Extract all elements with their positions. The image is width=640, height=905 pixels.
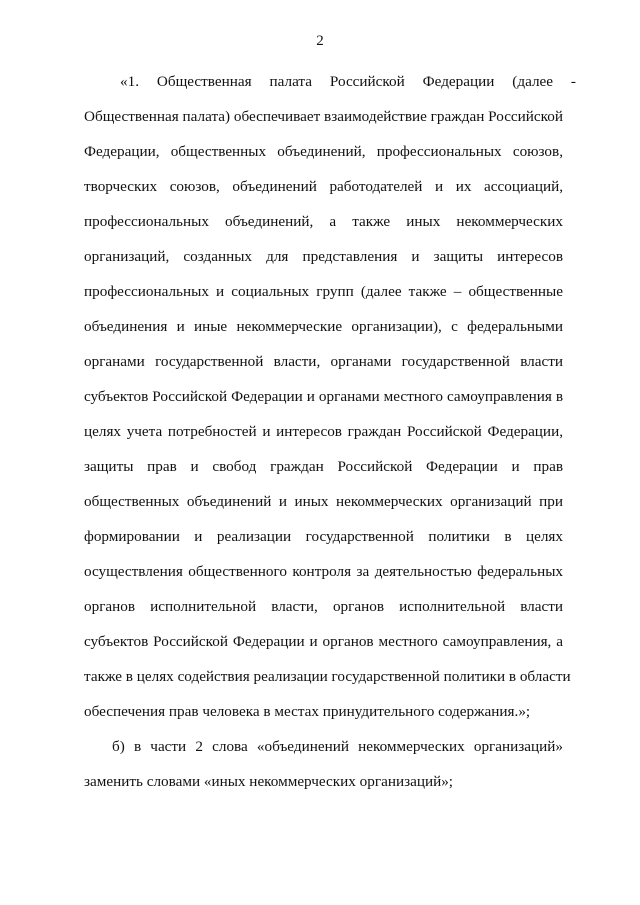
- text-line: б) в части 2 слова «объединений некоммерческих организаций»: [112, 738, 563, 755]
- text-line: заменить словами «иных некоммерческих организаций»;: [84, 773, 454, 790]
- text-line: творческих союзов, объединений работодателей и их ассоциаций,: [84, 178, 563, 195]
- text-line: обеспечения прав человека в местах принудительного содержания.»;: [84, 703, 531, 720]
- text-line: общественных объединений и иных некоммерческих организаций при: [84, 493, 563, 510]
- text-line: также в целях содействия реализации государственной политики в области: [84, 668, 571, 685]
- text-line: осуществления общественного контроля за деятельностью федеральных: [84, 563, 563, 580]
- text-line: Федерации, общественных объединений, профессиональных союзов,: [84, 143, 563, 160]
- text-line: органами государственной власти, органами государственной власти: [84, 353, 563, 370]
- text-line: органов исполнительной власти, органов исполнительной власти: [84, 598, 563, 615]
- text-line: профессиональных объединений, а также иных некоммерческих: [84, 213, 563, 230]
- text-line: субъектов Российской Федерации и органов местного самоуправления, а: [84, 633, 563, 650]
- text-line: защиты прав и свобод граждан Российской Федерации и прав: [84, 458, 563, 475]
- text-line: организаций, созданных для представления и защиты интересов: [84, 248, 563, 265]
- page-number: 2: [316, 33, 324, 49]
- text-line: профессиональных и социальных групп (далее также – общественные: [84, 283, 563, 300]
- text-line: Общественная палата) обеспечивает взаимодействие граждан Российской: [84, 108, 563, 125]
- text-line: субъектов Российской Федерации и органами местного самоуправления в: [84, 388, 563, 405]
- text-line: объединения и иные некоммерческие организации), с федеральными: [84, 318, 563, 335]
- text-line: «1. Общественная палата Российской Федерации (далее -: [120, 73, 576, 90]
- text-line: формировании и реализации государственной политики в целях: [84, 528, 563, 545]
- text-line: целях учета потребностей и интересов граждан Российской Федерации,: [84, 423, 563, 440]
